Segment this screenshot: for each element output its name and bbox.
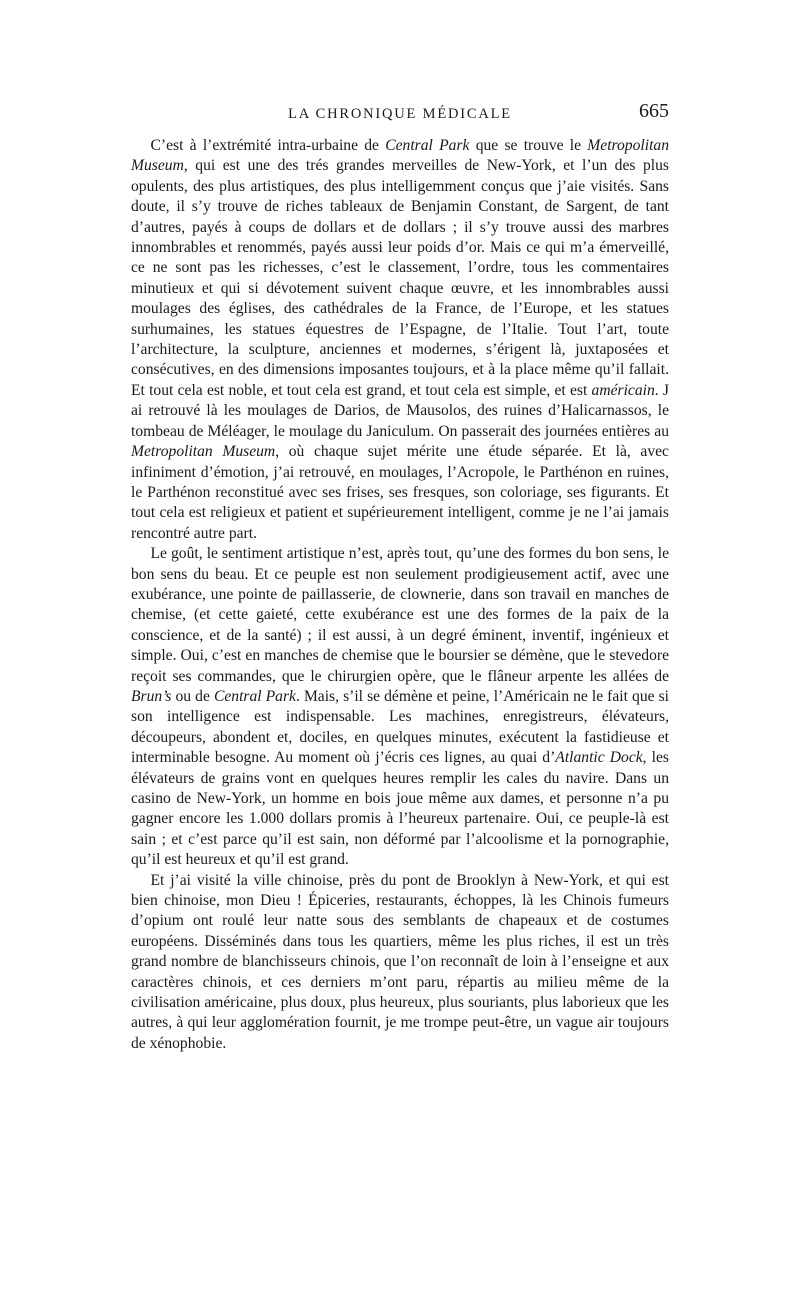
paragraph — [131, 871, 669, 1055]
italic-text: Metropolitan Museum — [131, 443, 276, 461]
text-segment: . J ai retrouvé là les moulages de Darios, de Mausolos, des ruines d’Halicarnassos, le tombeau de Méléager, le moulage du Janiculum. On passerait des journées entières au — [131, 381, 669, 440]
text-segment: , qui est une des trés grandes merveilles de New-York, et l’un des plus opulents, des plus artistiques, des plus intelligemment conçus que j’aie visités. Sans doute, il s’y trouve de riches tableaux de Benjamin Constant, de Sargent, de tant d’autres, payés à coups de dollars et de dollars ; il s’y trouve aussi des marbres innombrables et renommés, payés aussi leur poids d’or. Mais ce qui m’a émerveillé, ce ne sont pas les richesses, c’est le classement, l’ordre, tous les commentaires minutieux et qui si dévotement suivent chaque œuvre, et les innombrables aussi moulages des églises, des cathédrales de la France, de l’Europe, et les statues surhumaines, les statues équestres de l’Espagne, de l’Italie. Tout l’art, toute l’architecture, la sculpture, anciennes et modernes, s’érigent là, juxtaposées et consécutives, en des dimensions imposantes toujours, et à la place même qu’il fallait. Et tout cela est noble, et tout cela est grand, et tout cela est simple, et est — [131, 157, 669, 399]
paragraph — [131, 136, 669, 544]
text-segment: que se trouve le — [469, 137, 588, 154]
text-segment: Le goût, le sentiment artistique n’est, après tout, qu’une des formes du bon sens, le bon sens du beau. Et ce peuple est non seulement prodigieusement actif, avec une exubérance, une pointe de paillasserie, de clownerie, dans son travail en manches de chemise, (et cette gaieté, cette exubérance est une des formes de la paix de la conscience, et de la santé) ; il est aussi, à un degré éminent, inventif, ingénieux et simple. Oui, c’est en manches de chemise que le boursier se démène, que le stevedore reçoit ses commandes, que le chirurgien opère, que le flâneur arpente les allées de — [131, 545, 669, 685]
body-text — [131, 136, 669, 1054]
text-segment: , les élévateurs de grains vont en quelques heures remplir les cales du navire. Dans un casino de New-York, un homme en bois joue même aux dames, et personne n’a pu gagner encore les 1.000 dollars promis à l’heureux partenaire. Oui, ce peuple-là est sain ; et c’est parce qu’il est sain, non déformé par l’alcoolisme et la pornographie, qu’il est heureux et qu’il est grand. — [131, 749, 669, 869]
paragraph — [131, 544, 669, 871]
text-segment: . Mais, s’il se démène et peine, l’Américain ne le fait que si son intelligence est indispensable. Les machines, enregistreurs, élévateurs, découpeurs, abondent et, dociles, en quelques minutes, exécutent la fastidieuse et interminable besogne. Au moment où j’écris ces lignes, au quai d’ — [131, 687, 669, 767]
running-title: LA CHRONIQUE MÉDICALE — [288, 106, 512, 122]
italic-text: Metropolitan Museum — [131, 137, 669, 175]
italic-text: Central Park — [385, 137, 470, 154]
running-header — [131, 100, 669, 130]
italic-text: Atlantic Dock — [555, 749, 643, 767]
text-segment: , où chaque sujet mérite une étude séparée. Et là, avec infiniment d’émotion, j’ai retrouvé, en moulages, l’Acropole, le Parthénon en ruines, le Parthénon reconstitué avec ses frises, ses fresques, son coloriage, ses figurants. Et tout cela est religieux et patient et supérieurement intelligent, comme je ne l’ai jamais rencontré autre part. — [131, 443, 669, 542]
text-segment: Et j’ai visité la ville chinoise, près du pont de Brooklyn à New-York, et qui est bien chinoise, mon Dieu ! Épiceries, restaurants, échoppes, là les Chinois fumeurs d’opium ont roulé leur natte sous des semblants de chapeaux et de costumes européens. Disséminés dans tous les quartiers, même les plus riches, il est un très grand nombre de blanchisseurs chinois, que l’on reconnaît de loin à l’enseigne et aux caractères chinois, et ces derniers m’ont paru, répartis au milieu même de la civilisation américaine, plus doux, plus heureux, plus souriants, plus laborieux que les autres, à qui leur agglomération fournit, je me trompe peut-être, un vague air toujours de xénophobie. — [131, 871, 669, 1052]
italic-text: Brun’s — [131, 687, 172, 705]
page-number: 665 — [639, 100, 669, 122]
text-segment: ou de — [171, 687, 214, 705]
italic-text: Central Park — [213, 687, 296, 705]
italic-text: américain — [591, 381, 655, 399]
text-segment: C’est à l’extrémité intra-urbaine de — [150, 137, 386, 154]
